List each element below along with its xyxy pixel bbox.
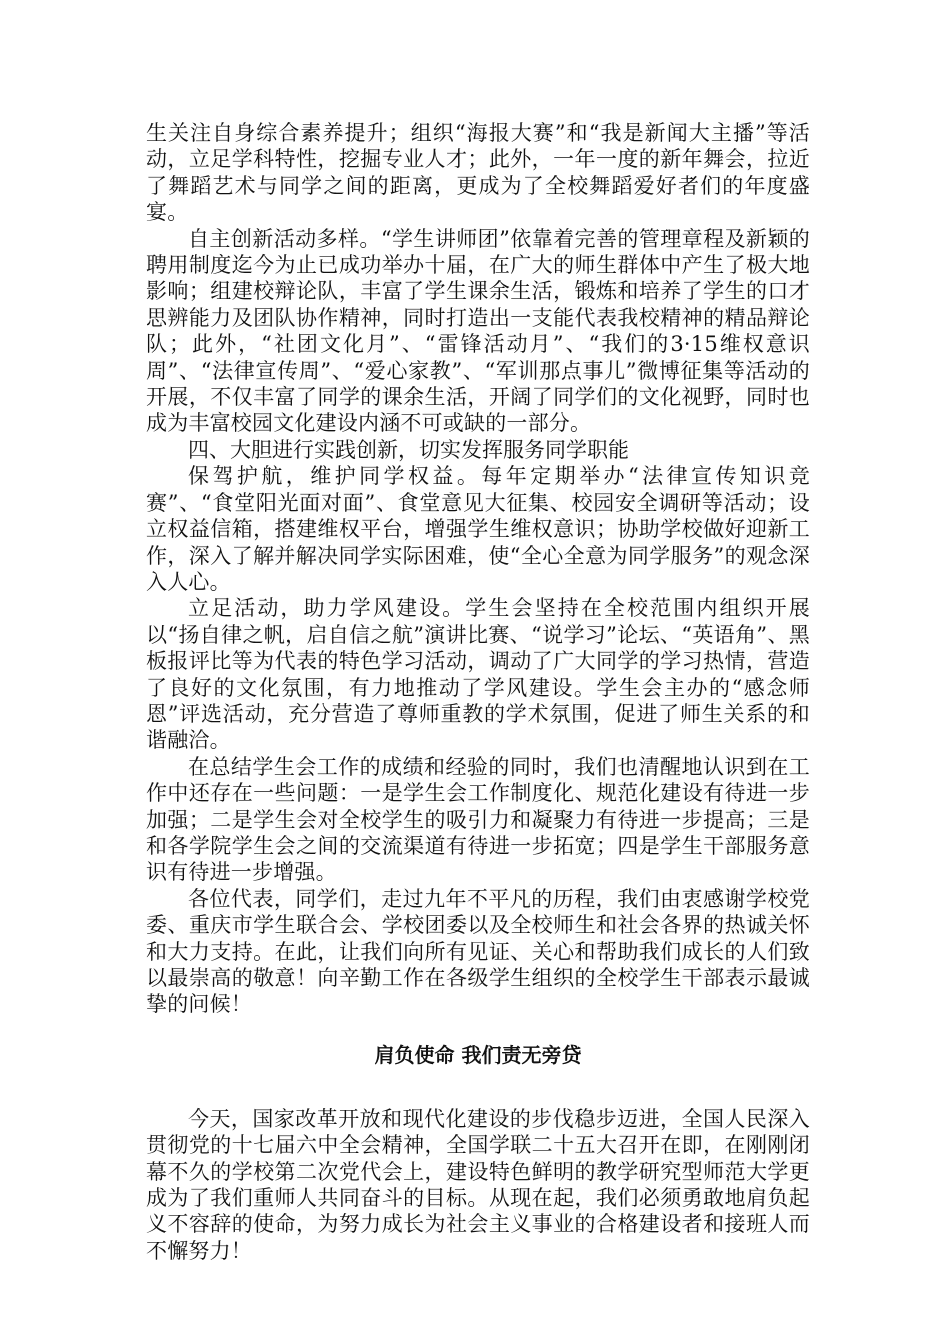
paragraph-mission: 今天，国家改革开放和现代化建设的步伐稳步迈进，全国人民深入贯彻党的十七届六中全会精神，全国学联二十五大召开在即，在刚刚闭幕不久的学校第二次党代会上，建设特色鲜明的教学研究型师范大学更成为了我们重师人共同奋斗的目标。从现在起，我们必须勇敢地肩负起义不容辞的使命，为努力成长为社会主义事业的合格建设者和接班人而不懈努力！	[146, 1106, 810, 1263]
paragraph-thanks: 各位代表，同学们，走过九年不平凡的历程，我们由衷感谢学校党委、重庆市学生联合会、学校团委以及全校师生和社会各界的热诚关怀和大力支持。在此，让我们向所有见证、关心和帮助我们成长的人们致以最崇高的敬意！向辛勤工作在各级学生组织的全校学生干部表示最诚挚的问候！	[146, 886, 810, 1017]
section-title: 肩负使命 我们责无旁贷	[374, 1042, 582, 1067]
paragraph-problems: 在总结学生会工作的成绩和经验的同时，我们也清醒地认识到在工作中还存在一些问题：一是学生会工作制度化、规范化建设有待进一步加强；二是学生会对全校学生的吸引力和凝聚力有待进一步提高；三是和各学院学生会之间的交流渠道有待进一步拓宽；四是学生干部服务意识有待进一步增强。	[146, 754, 810, 885]
paragraph-rights-protection: 保驾护航，维护同学权益。每年定期举办“法律宣传知识竞赛”、“食堂阳光面对面”、食堂意见大征集、校园安全调研等活动；设立权益信箱，搭建维权平台，增强学生维权意识；协助学校做好迎新工作，深入了解并解决同学实际困难，使“全心全意为同学服务”的观念深入人心。	[146, 464, 810, 594]
section-heading-four: 四、大胆进行实践创新，切实发挥服务同学职能	[188, 437, 629, 462]
paragraph-study-style: 立足活动，助力学风建设。学生会坚持在全校范围内组织开展以“扬自律之帆，启自信之航”演讲比赛、“说学习”论坛、“英语角”、黑板报评比等为代表的特色学习活动，调动了广大同学的学习热情，营造了良好的文化氛围，有力地推动了学风建设。学生会主办的“感念师恩”评选活动，充分营造了尊师重教的学术氛围，促进了师生关系的和谐融洽。	[146, 596, 810, 753]
document-page	[146, 120, 810, 1264]
paragraph-campus-activities-continued: 生关注自身综合素养提升；组织“海报大赛”和“我是新闻大主播”等活动，立足学科特性，挖掘专业人才；此外，一年一度的新年舞会，拉近了舞蹈艺术与同学之间的距离，更成为了全校舞蹈爱好者们的年度盛宴。	[146, 121, 810, 225]
paragraph-innovation-activities: 自主创新活动多样。“学生讲师团”依靠着完善的管理章程及新颖的聘用制度迄今为止已成功举办十届，在广大的师生群体中产生了极大地影响；组建校辩论队，丰富了学生课余生活，锻炼和培养了学生的口才思辨能力及团队协作精神，同时打造出一支能代表我校精神的精品辩论队；此外，“社团文化月”、“雷锋活动月”、“我们的3·15维权意识周”、“法律宣传周”、“爱心家教”、“军训那点事儿”微博征集等活动的开展，不仅丰富了同学的课余生活，开阔了同学们的文化视野，同时也成为丰富校园文化建设内涵不可或缺的一部分。	[146, 226, 810, 436]
